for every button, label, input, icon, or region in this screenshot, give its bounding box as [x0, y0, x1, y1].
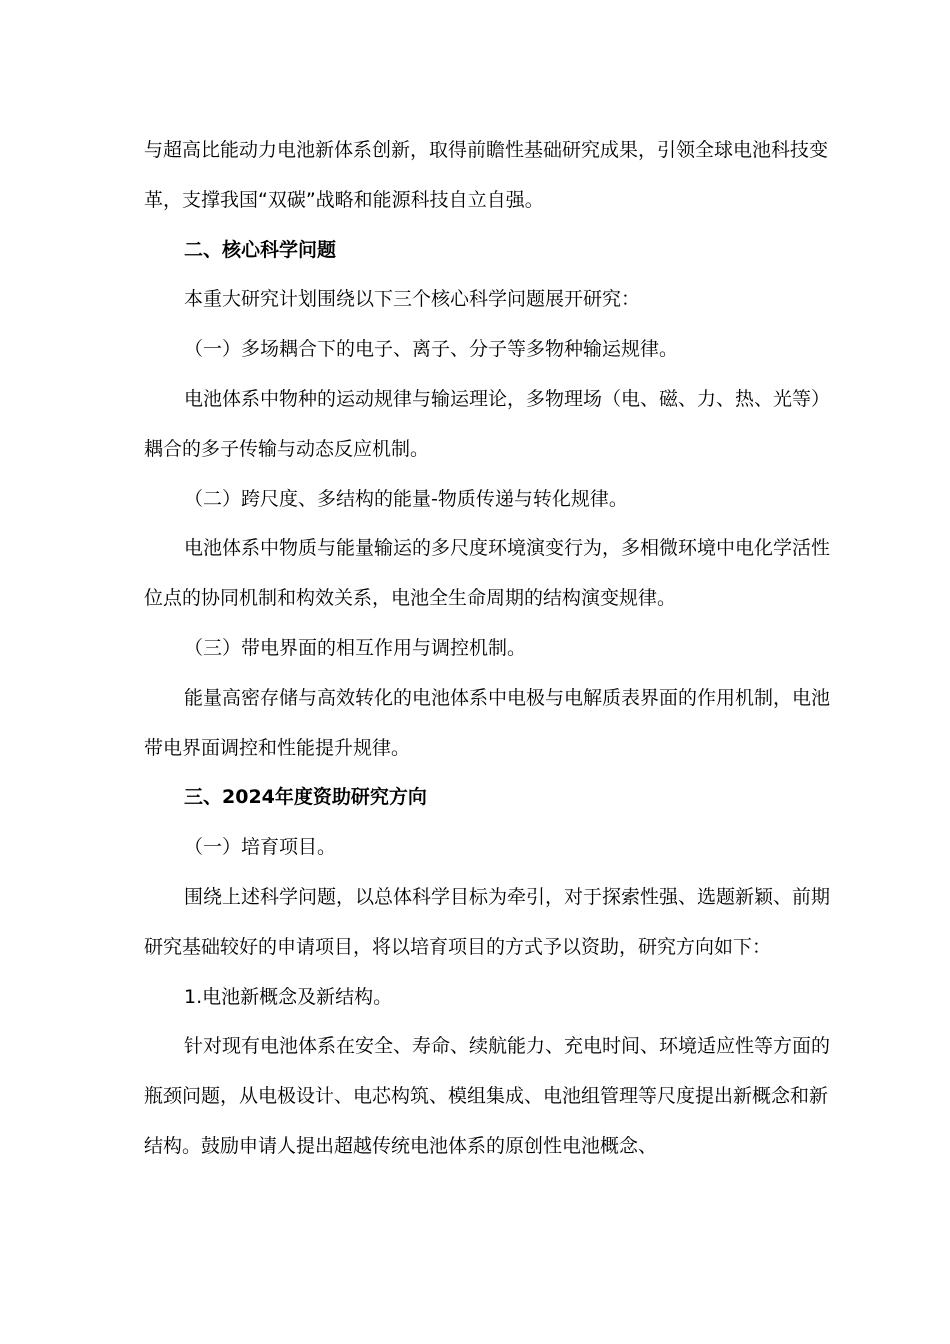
- subheading-cultivation-projects: （一）培育项目。: [184, 836, 337, 859]
- subheading-question-1: （一）多场耦合下的电子、离子、分子等多物种输运规律。: [184, 338, 679, 361]
- subheading-question-2: （二）跨尺度、多结构的能量-物质传递与转化规律。: [184, 487, 628, 510]
- subheading-direction-1: 1.电池新概念及新结构。: [184, 985, 393, 1008]
- paragraph-question-2: 电池体系中物质与能量输运的多尺度环境演变行为，多相微环境中电化学活性位点的协同机制和构效关系，电池全生命周期的结构演变规律。: [144, 537, 831, 610]
- document-body: [144, 126, 834, 1172]
- paragraph-question-1: 电池体系中物种的运动规律与输运理论，多物理场（电、磁、力、热、光等）耦合的多子传输与动态反应机制。: [144, 387, 831, 460]
- section-heading-funding-directions: 三、2024年度资助研究方向: [184, 786, 427, 809]
- paragraph-question-3: 能量高密存储与高效转化的电池体系中电极与电解质表界面的作用机制，电池带电界面调控和性能提升规律。: [144, 686, 831, 759]
- paragraph-direction-1: 针对现有电池体系在安全、寿命、续航能力、充电时间、环境适应性等方面的瓶颈问题，从电极设计、电芯构筑、模组集成、电池组管理等尺度提出新概念和新结构。鼓励申请人提出超越传统电池体系的原创性电池概念、: [144, 1035, 831, 1157]
- section-heading-core-questions: 二、核心科学问题: [184, 238, 337, 261]
- subheading-question-3: （三）带电界面的相互作用与调控机制。: [184, 636, 527, 659]
- paragraph-intro: 本重大研究计划围绕以下三个核心科学问题展开研究：: [184, 288, 641, 311]
- paragraph-continuation: 与超高比能动力电池新体系创新，取得前瞻性基础研究成果，引领全球电池科技变革，支撑我国“双碳”战略和能源科技自立自强。: [144, 139, 829, 211]
- paragraph-cultivation-projects: 围绕上述科学问题，以总体科学目标为牵引，对于探索性强、选题新颖、前期研究基础较好的申请项目，将以培育项目的方式予以资助，研究方向如下：: [144, 885, 831, 958]
